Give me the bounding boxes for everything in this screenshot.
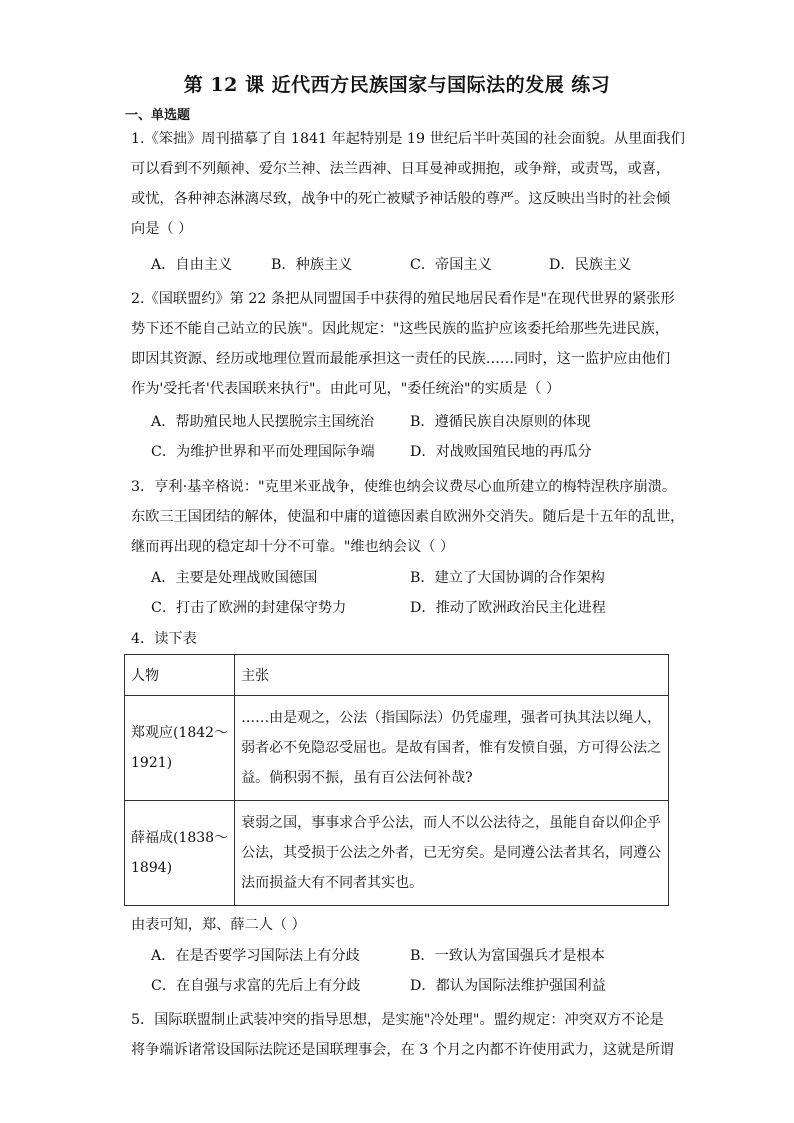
q1-line: 或忧，各种神态淋漓尽致，战争中的死亡被赋予神话般的尊严。这反映出当时的社会倾 [131,191,671,207]
claim-line: 衰弱之国，事事求合乎公法，而人不以公法待之，虽能自奋以仰企乎 [241,815,662,831]
question-2-stem [131,284,675,404]
table-cell-person [125,801,235,906]
table-row [125,696,669,801]
question-1-stem [131,124,685,244]
claim-line: 弱者必不免隐忍受屈也。是故有国者，惟有发愤自强，方可得公法之 [241,740,662,756]
q1-option-b[interactable]: B．种族主义 [271,257,353,273]
table-cell-person [125,696,235,801]
claim-line: ……由是观之，公法（指国际法）仍凭虚理，强者可执其法以绳人， [241,710,662,726]
q3-option-c[interactable]: C．打击了欧洲的封建保守势力 [151,600,347,616]
q2-line: 2.《国联盟约》第 22 条把从同盟国手中获得的殖民地居民看作是"在现代世界的紧张形 [131,291,675,307]
q1-line: 可以看到不列颠神、爱尔兰神、法兰西神、日耳曼神或拥抱，或争辩，或责骂，或喜， [131,161,671,177]
q4-stem: 由表可知，郑、薛二人（ ） [131,917,306,933]
q3-option-a[interactable]: A．主要是处理战败国德国 [151,570,318,586]
q1-option-a[interactable]: A．自由主义 [151,257,233,273]
table-header-cell: 主张 [235,655,669,696]
q4-option-d[interactable]: D．都认为国际法维护强国利益 [410,978,606,994]
q4-option-c[interactable]: C．在自强与求富的先后上有分歧 [151,978,361,994]
q2-option-b[interactable]: B．遵循民族自决原则的体现 [410,414,591,430]
q4-option-b[interactable]: B．一致认为富国强兵才是根本 [410,948,605,964]
q5-line: 5．国际联盟制止武装冲突的指导思想，是实施"冷处理"。盟约规定：冲突双方不论是 [131,1012,664,1028]
claim-line: 法而损益大有不同者其实也。 [241,875,424,891]
claim-line: 公法，其受损于公法之外者，已无穷矣。是同遵公法者其名，同遵公 [241,845,662,861]
q3-option-d[interactable]: D．推动了欧洲政治民主化进程 [410,600,606,616]
q2-option-c[interactable]: C．为维护世界和平而处理国际争端 [151,444,375,460]
q2-option-a[interactable]: A．帮助殖民地人民摆脱宗主国统治 [151,414,375,430]
question-3-stem [131,472,685,562]
q1-line: 1.《笨拙》周刊描摹了自 1841 年起特别是 19 世纪后半叶英国的社会面貌。从里面我们 [131,131,685,147]
q4-option-a[interactable]: A．在是否要学习国际法上有分歧 [151,948,360,964]
person-line: 郑观应(1842～ [131,725,229,741]
q2-option-d[interactable]: D．对战败国殖民地的再瓜分 [410,444,592,460]
table-header-cell: 人物 [125,655,235,696]
q1-option-c[interactable]: C．帝国主义 [410,257,492,273]
table-row [125,801,669,906]
person-line: 1921) [131,755,173,771]
q1-option-d[interactable]: D．民族主义 [549,257,632,273]
table-cell-claim [235,801,669,906]
viewpoint-table [124,654,669,906]
q2-line: 势下还不能自己站立的民族"。因此规定："这些民族的监护应该委托给那些先进民族， [131,321,669,337]
section-heading: 一、单选题 [125,108,191,123]
q2-line: 即因其资源、经历或地理位置而最能承担这一责任的民族……同时，这一监护应由他们 [131,351,671,367]
q3-line: 3．亨利·基辛格说："克里米亚战争，使维也纳会议费尽心血所建立的梅特涅秩序崩溃。 [131,479,677,495]
question-5-stem [131,1005,674,1065]
q2-line: 作为'受托者'代表国联来执行"。由此可见，"委任统治"的实质是（ ） [131,381,561,397]
q1-line: 向是（ ） [131,221,193,237]
q3-line: 东欧三王国团结的解体，使温和中庸的道德因素自欧洲外交消失。随后是十五年的乱世， [131,509,685,525]
claim-line: 益。倘积弱不振，虽有百公法何补哉? [241,770,473,786]
q4-intro: 4．读下表 [131,631,197,647]
person-line: 薛福成(1838～ [131,830,229,846]
person-line: 1894) [131,860,173,876]
q3-option-b[interactable]: B．建立了大国协调的合作架构 [410,570,605,586]
table-cell-claim [235,696,669,801]
q3-line: 继而再出现的稳定却十分不可靠。"维也纳会议（ ） [131,539,455,555]
q5-line: 将争端诉诸常设国际法院还是国联理事会，在 3 个月之内都不许使用武力，这就是所谓 [131,1042,674,1058]
page-title: 第 12 课 近代西方民族国家与国际法的发展 练习 [183,74,611,96]
table-header-row [125,655,669,696]
